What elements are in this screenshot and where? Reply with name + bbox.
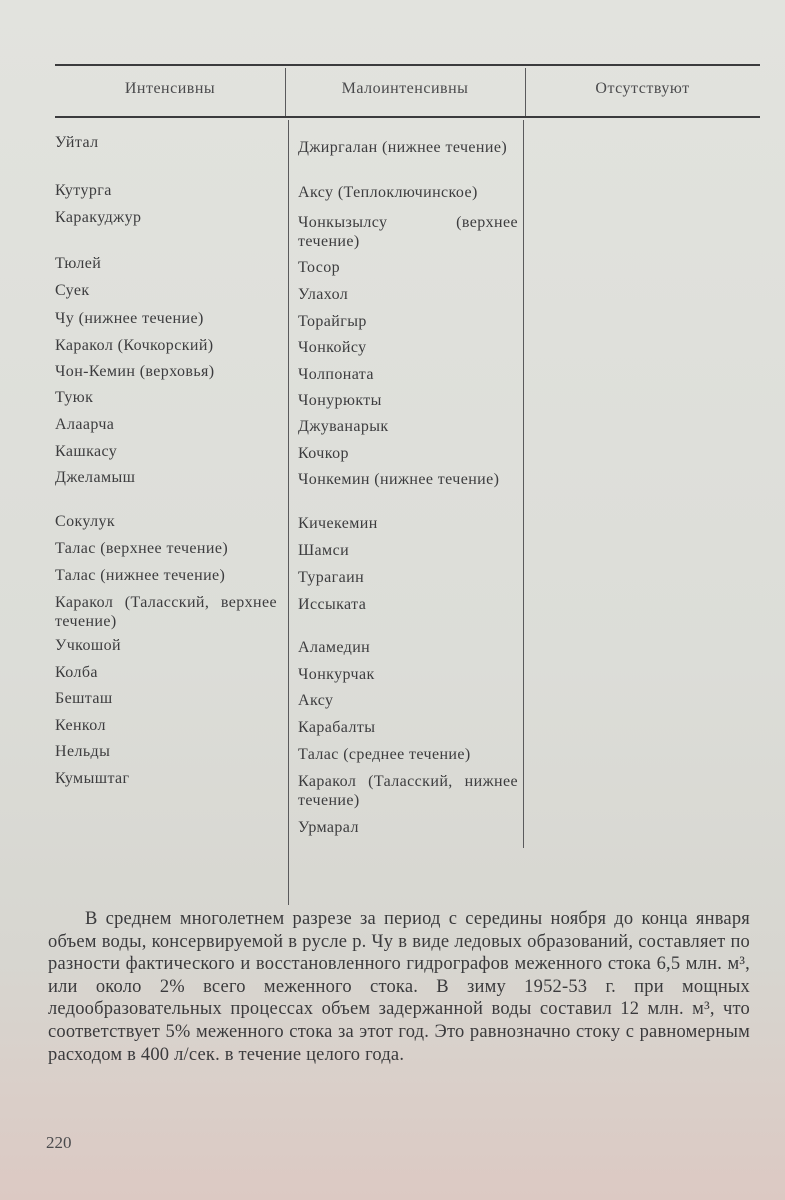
river-cell: Кичекемин	[298, 515, 378, 532]
river-cell: Туюк	[55, 389, 94, 406]
river-cell: Каракол (Таласский, нижнее течение)	[298, 773, 518, 809]
river-cell: Чу (нижнее течение)	[55, 310, 204, 327]
river-cell: Аксу (Теплоключинское)	[298, 184, 478, 201]
river-cell: Чонкызылсу (верхнее течение)	[298, 214, 518, 250]
river-cell: Талас (верхнее течение)	[55, 540, 229, 557]
river-cell: Тосор	[298, 259, 341, 276]
river-cell: Улахол	[298, 286, 349, 303]
river-cell: Турагаин	[298, 569, 365, 586]
river-cell: Колба	[55, 664, 98, 681]
river-cell: Нельды	[55, 743, 111, 760]
river-cell: Талас (среднее течение)	[298, 746, 471, 763]
river-cell: Уйтал	[55, 134, 99, 151]
river-cell: Кенкол	[55, 717, 106, 734]
river-cell: Иссыката	[298, 596, 367, 613]
river-cell: Учкошой	[55, 637, 122, 654]
river-cell: Джеламыш	[55, 469, 136, 486]
river-cell: Талас (нижнее течение)	[55, 567, 226, 584]
river-cell: Чонкойсу	[298, 339, 367, 356]
column-divider-2	[523, 120, 524, 848]
river-cell: Шамси	[298, 542, 350, 559]
river-cell: Каракол (Кочкорский)	[55, 337, 214, 354]
river-cell: Торайгыр	[298, 313, 367, 330]
river-cell: Алаарча	[55, 416, 115, 433]
river-cell: Кумыштаг	[55, 770, 130, 787]
river-cell: Чонкемин (нижнее течение)	[298, 471, 500, 488]
river-cell: Джуванарык	[298, 418, 389, 435]
river-cell: Урмарал	[298, 819, 359, 836]
river-cell: Тюлей	[55, 255, 102, 272]
river-cell: Каракуджур	[55, 209, 142, 226]
river-cell: Сокулук	[55, 513, 116, 530]
header-low-intensive: Малоинтенсивны	[341, 80, 469, 97]
river-cell: Бешташ	[55, 690, 113, 707]
river-cell: Джиргалан (нижнее течение)	[298, 139, 508, 156]
river-cell: Карабалты	[298, 719, 376, 736]
river-cell: Аламедин	[298, 639, 371, 656]
river-cell: Кашкасу	[55, 443, 118, 460]
river-cell: Кутурга	[55, 182, 112, 199]
river-cell: Каракол (Таласский, верхнее течение)	[55, 594, 277, 630]
river-cell: Кочкор	[298, 445, 349, 462]
table-header-rule	[55, 116, 760, 118]
body-paragraph: В среднем многолетнем разрезе за период с середины ноября до конца января объем воды, консервируемой в русле р. Чу в виде ледовых образований, составляет по разности фактического и восстановленного гидрографов меженного стока 6,5 млн. м³, или около 2% всего меженного стока. В зиму 1952-53 г. при мощных ледообразовательных процессах объем задержанной воды составил 12 млн. м³, что соответствует 5% меженного стока за этот год. Это равнозначно стоку с равномерным расходом в 400 л/сек. в течение целого года.	[48, 909, 750, 1065]
river-cell: Чонурюкты	[298, 392, 382, 409]
page-number: 220	[46, 1133, 72, 1152]
river-cell: Чонкурчак	[298, 666, 375, 683]
header-intensive: Интенсивны	[124, 80, 216, 97]
table-top-rule	[55, 64, 760, 66]
header-absent: Отсутствуют	[595, 80, 690, 97]
river-cell: Суек	[55, 282, 90, 299]
river-cell: Чолпоната	[298, 366, 374, 383]
river-cell: Чон-Кемин (верховья)	[55, 363, 215, 380]
column-divider-1	[288, 120, 289, 905]
river-cell: Аксу	[298, 692, 334, 709]
